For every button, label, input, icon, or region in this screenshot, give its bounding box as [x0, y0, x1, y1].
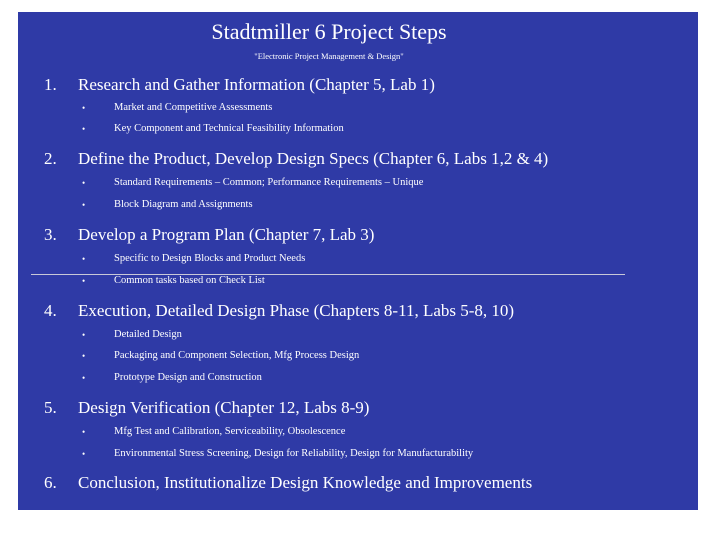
bullet-icon: •: [82, 373, 86, 383]
bullet-icon: •: [82, 103, 86, 113]
slide-title: Stadtmiller 6 Project Steps: [211, 19, 447, 44]
bullet-text: Common tasks based on Check List: [114, 275, 265, 286]
bullet-icon: •: [82, 178, 86, 188]
step-heading: Execution, Detailed Design Phase (Chapters 8-11, Labs 5-8, 10): [78, 301, 515, 320]
bullet-text: Environmental Stress Screening, Design for Reliability, Design for Manufacturability: [114, 448, 474, 459]
step-number: 5.: [44, 398, 57, 417]
bullet-icon: •: [82, 351, 86, 361]
step-heading: Develop a Program Plan (Chapter 7, Lab 3): [78, 225, 375, 244]
bullet-text: Key Component and Technical Feasibility Information: [114, 123, 344, 134]
bullet-text: Packaging and Component Selection, Mfg Process Design: [114, 350, 360, 361]
step-number: 3.: [44, 225, 57, 244]
step-number: 1.: [44, 75, 57, 94]
bullet-icon: •: [82, 330, 86, 340]
bullet-icon: •: [82, 124, 86, 134]
bullet-text: Block Diagram and Assignments: [114, 199, 253, 210]
step-heading: Research and Gather Information (Chapter 5, Lab 1): [78, 75, 435, 94]
slide-subtitle: "Electronic Project Management & Design": [254, 51, 404, 61]
step-number: 4.: [44, 301, 57, 320]
bullet-text: Detailed Design: [114, 329, 182, 340]
slide: [18, 12, 698, 510]
bullet-text: Standard Requirements – Common; Performance Requirements – Unique: [114, 177, 424, 188]
bullet-text: Specific to Design Blocks and Product Needs: [114, 253, 306, 264]
step-number: 2.: [44, 149, 57, 168]
bullet-icon: •: [82, 254, 86, 264]
bullet-icon: •: [82, 276, 86, 286]
step-heading: Design Verification (Chapter 12, Labs 8-9): [78, 398, 370, 417]
bullet-text: Mfg Test and Calibration, Serviceability, Obsolescence: [114, 426, 346, 437]
bullet-icon: •: [82, 449, 86, 459]
step-heading: Define the Product, Develop Design Specs (Chapter 6, Labs 1,2 & 4): [78, 149, 549, 168]
bullet-text: Market and Competitive Assessments: [114, 102, 273, 113]
bullet-text: Prototype Design and Construction: [114, 372, 262, 383]
step-number: 6.: [44, 473, 57, 492]
step-heading: Conclusion, Institutionalize Design Knowledge and Improvements: [78, 473, 533, 492]
bullet-icon: •: [82, 427, 86, 437]
bullet-icon: •: [82, 200, 86, 210]
